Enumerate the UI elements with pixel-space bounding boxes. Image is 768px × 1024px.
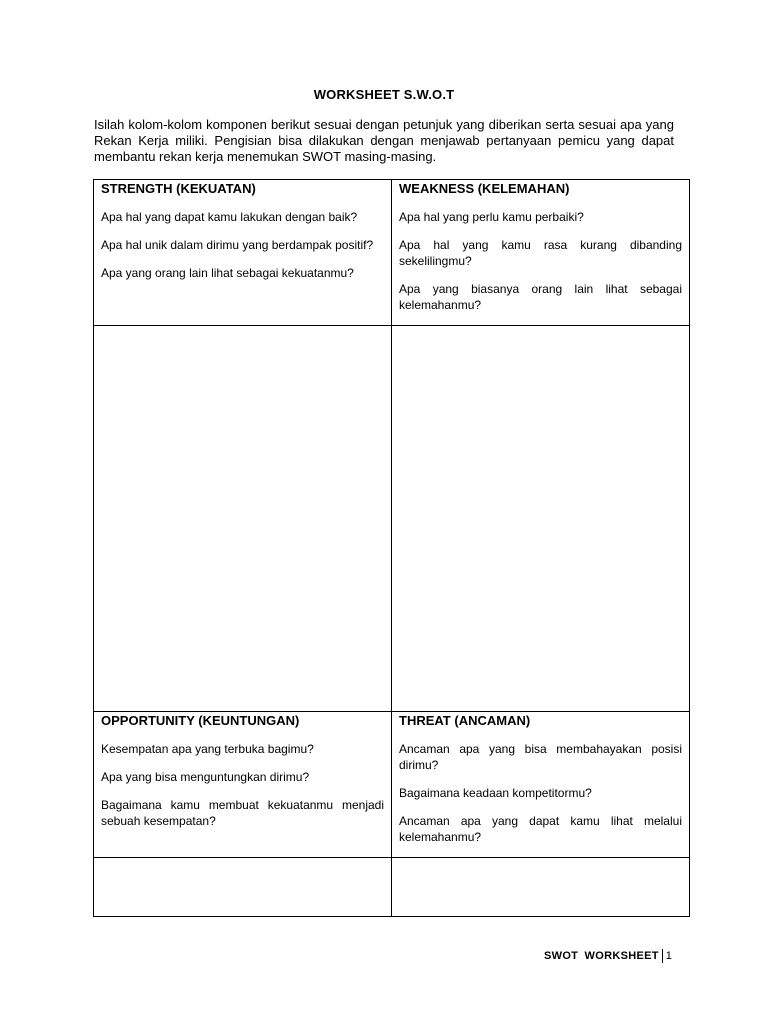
weakness-question-3: Apa yang biasanya orang lain lihat sebagai kelemahanmu? xyxy=(399,282,682,312)
threat-answer-area[interactable] xyxy=(392,858,690,917)
threat-question-2: Bagaimana keadaan kompetitormu? xyxy=(399,786,592,800)
intro-paragraph: Isilah kolom-kolom komponen berikut sesuai dengan petunjuk yang diberikan serta sesuai apa yang Rekan Kerja miliki. Pengisian bisa dilakukan dengan menjawab pertanyaan pemicu yang dapat membantu rekan kerja menemukan SWOT masing-masing. xyxy=(94,117,674,164)
weakness-question-2: Apa hal yang kamu rasa kurang dibanding sekelilingmu? xyxy=(399,238,682,268)
swot-table xyxy=(93,179,690,917)
opportunity-question-3: Bagaimana kamu membuat kekuatanmu menjadi sebuah kesempatan? xyxy=(101,798,384,828)
weakness-question-1: Apa hal yang perlu kamu perbaiki? xyxy=(399,210,584,224)
threat-question-3: Ancaman apa yang dapat kamu lihat melalui kelemahanmu? xyxy=(399,814,682,844)
strength-question-2: Apa hal unik dalam dirimu yang berdampak positif? xyxy=(101,238,374,252)
footer-label: SWOT WORKSHEET xyxy=(544,950,659,962)
opportunity-question-2: Apa yang bisa menguntungkan dirimu? xyxy=(101,770,310,784)
weakness-cell xyxy=(392,180,690,326)
weakness-answer-area[interactable] xyxy=(392,326,690,712)
threat-question-1: Ancaman apa yang bisa membahayakan posisi dirimu? xyxy=(399,742,682,772)
page-title: WORKSHEET S.W.O.T xyxy=(313,87,455,102)
opportunity-heading: OPPORTUNITY (KEUNTUNGAN) xyxy=(101,713,300,728)
page-footer xyxy=(544,949,672,963)
page-number: 1 xyxy=(665,950,672,962)
threat-heading: THREAT (ANCAMAN) xyxy=(399,713,531,728)
weakness-heading: WEAKNESS (KELEMAHAN) xyxy=(399,181,570,196)
strength-answer-area[interactable] xyxy=(94,326,392,712)
table-row-answer-opportunity-threat xyxy=(94,858,690,917)
strength-cell xyxy=(94,180,392,326)
table-row-answer-strength-weakness xyxy=(94,326,690,712)
strength-heading: STRENGTH (KEKUATAN) xyxy=(101,181,256,196)
strength-question-3: Apa yang orang lain lihat sebagai kekuatanmu? xyxy=(101,266,354,280)
table-row-opportunity-threat xyxy=(94,712,690,858)
strength-question-1: Apa hal yang dapat kamu lakukan dengan baik? xyxy=(101,210,358,224)
footer-divider xyxy=(662,949,663,963)
opportunity-question-1: Kesempatan apa yang terbuka bagimu? xyxy=(101,742,314,756)
opportunity-cell xyxy=(94,712,392,858)
threat-cell xyxy=(392,712,690,858)
table-row-strength-weakness xyxy=(94,180,690,326)
opportunity-answer-area[interactable] xyxy=(94,858,392,917)
